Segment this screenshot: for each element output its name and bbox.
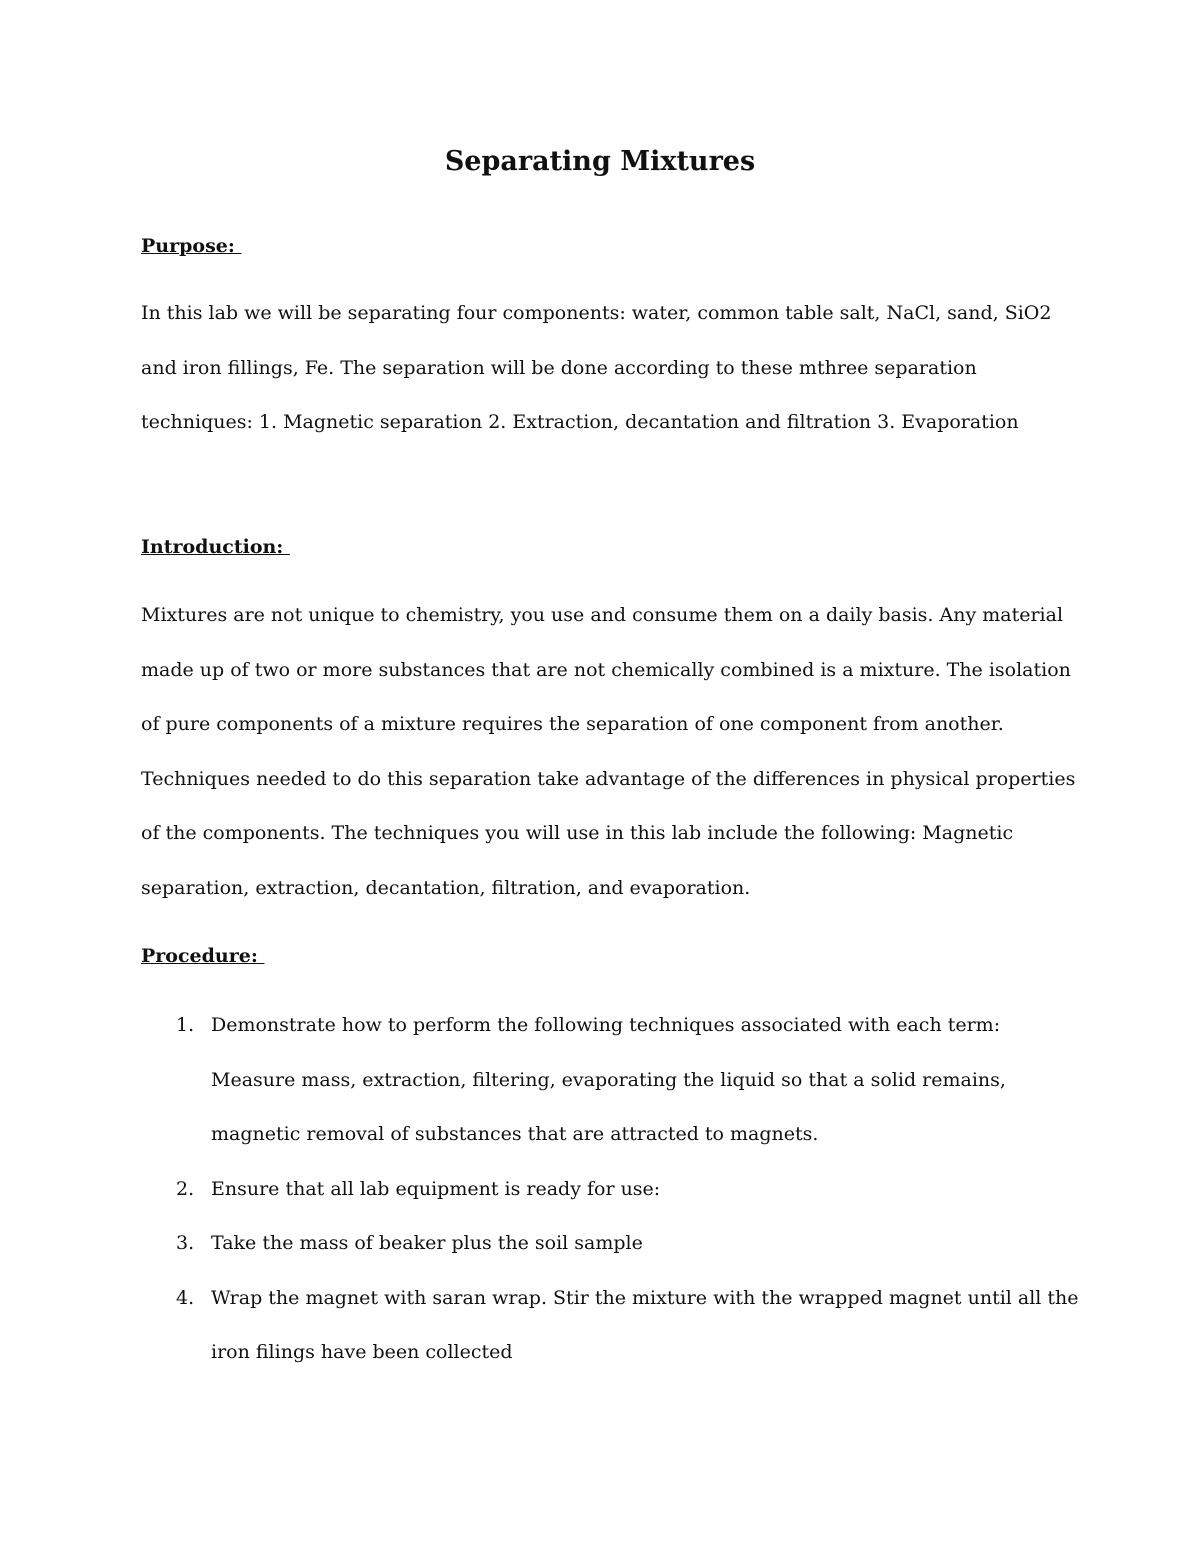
introduction-heading: Introduction: [141, 536, 290, 558]
step-line: Wrap the magnet with saran wrap. Stir the mixture with the wrapped magnet until all the [211, 1286, 1079, 1309]
purpose-line: In this lab we will be separating four components: water, common table salt, NaCl, sand, SiO2 [141, 302, 1052, 324]
step-line: iron filings have been collected [211, 1341, 513, 1363]
step-number: 1. [176, 1014, 195, 1036]
step-line: Take the mass of beaker plus the soil sample [211, 1232, 643, 1254]
introduction-line: Techniques needed to do this separation take advantage of the differences in physical properties [141, 767, 1076, 790]
step-number: 3. [176, 1232, 195, 1254]
document-title: Separating Mixtures [444, 146, 756, 177]
introduction-line: Mixtures are not unique to chemistry, you use and consume them on a daily basis. Any material [141, 604, 1064, 626]
introduction-paragraph [141, 588, 1076, 915]
purpose-line: techniques: 1. Magnetic separation 2. Extraction, decantation and filtration 3. Evaporation [141, 411, 1019, 433]
procedure-heading: Procedure: [141, 945, 265, 967]
step-number: 4. [176, 1286, 195, 1309]
step-line: Measure mass, extraction, filtering, evaporating the liquid so that a solid remains, [211, 1068, 1006, 1091]
step-line: magnetic removal of substances that are attracted to magnets. [211, 1123, 819, 1145]
purpose-paragraph [141, 286, 1066, 450]
purpose-line: and iron fillings, Fe. The separation will be done according to these mthree separation [141, 356, 977, 379]
step-line: Demonstrate how to perform the following techniques associated with each term: [211, 1014, 1001, 1036]
procedure-list [141, 998, 1079, 1380]
introduction-line: of the components. The techniques you will use in this lab include the following: Magnetic [141, 822, 1014, 844]
procedure-step [141, 1162, 1066, 1217]
introduction-line: made up of two or more substances that are not chemically combined is a mixture. The isolation [141, 658, 1071, 681]
step-line: Ensure that all lab equipment is ready for use: [211, 1177, 661, 1200]
introduction-line: separation, extraction, decantation, filtration, and evaporation. [141, 876, 751, 899]
procedure-step [141, 998, 1066, 1162]
introduction-line: of pure components of a mixture requires the separation of one component from another. [141, 713, 1004, 735]
step-number: 2. [176, 1177, 195, 1200]
purpose-heading: Purpose: [141, 235, 242, 257]
procedure-step [141, 1271, 1079, 1380]
procedure-step [141, 1216, 1066, 1271]
